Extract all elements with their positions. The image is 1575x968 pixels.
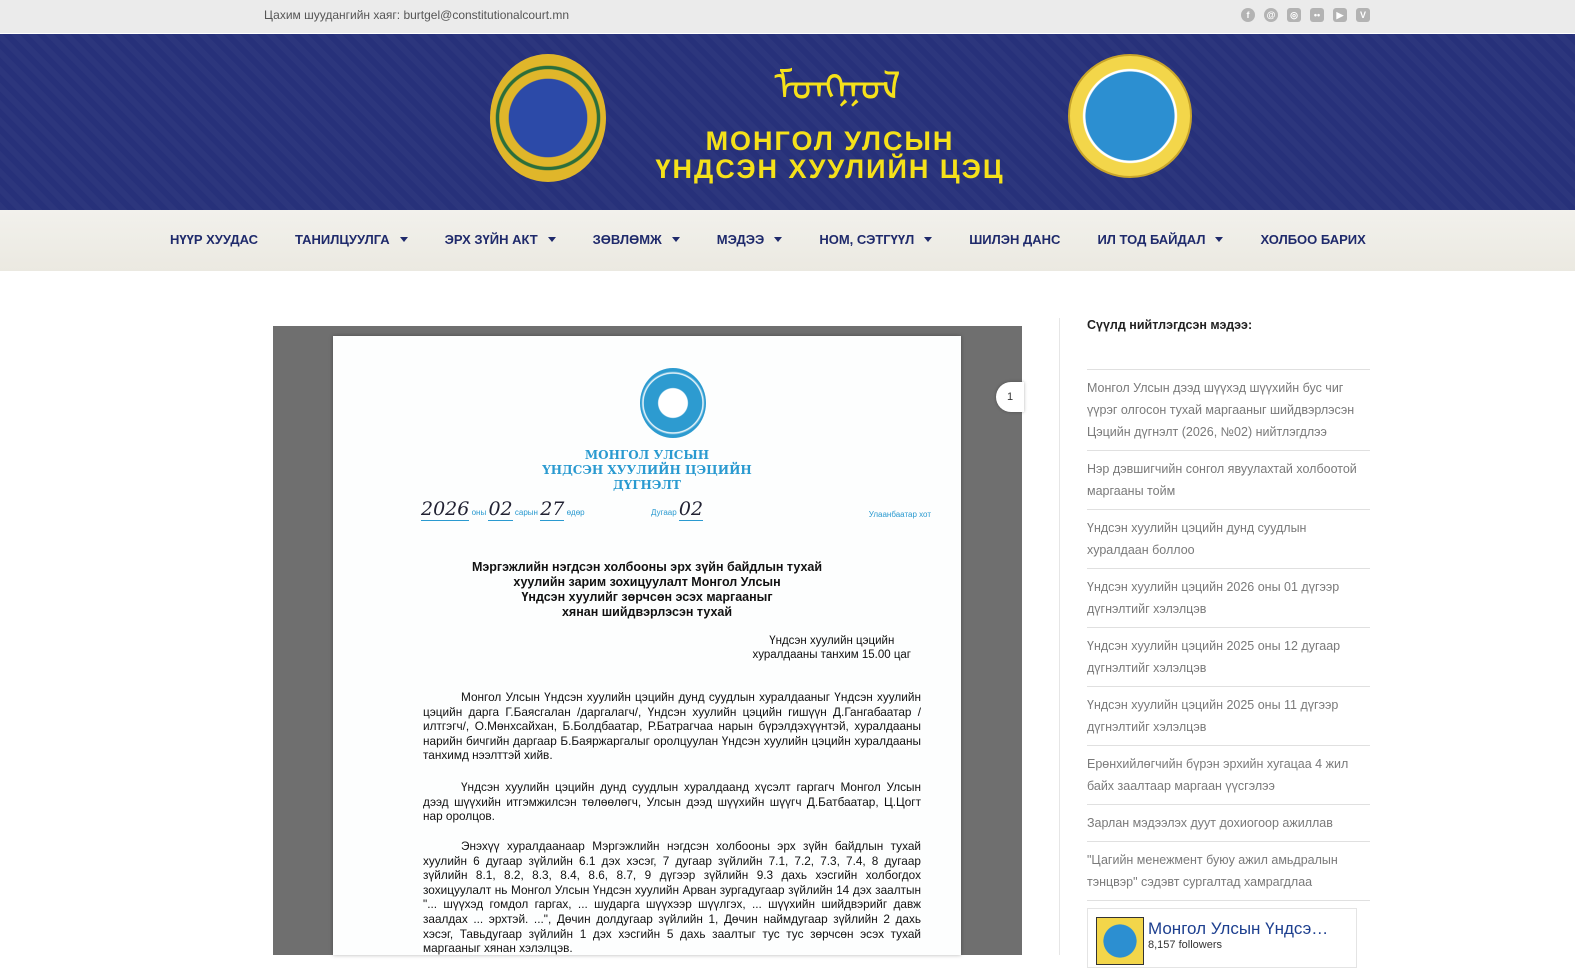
caret-down-icon: [548, 237, 556, 242]
news-link[interactable]: "Цагийн менежмент буюу ажил амьдралын тэнцвэр" сэдэвт сургалтад хамрагдлаа: [1087, 841, 1370, 900]
document-heading: МОНГОЛ УЛСЫН ҮНДСЭН ХУУЛИЙН ЦЭЦИЙН ДҮГНЭЛТ: [542, 448, 752, 492]
social-links: [1241, 8, 1370, 22]
facebook-followers: 8,157 followers: [1148, 939, 1222, 951]
pdf-page: [333, 336, 961, 955]
nav-publications[interactable]: НОМ, СЭТГҮҮЛ: [819, 232, 932, 247]
document-title: Мэргэжлийн нэгдсэн холбооны эрх зүйн байдлын тухай хуулийн зарим зохицуулалт Монгол Улсын Үндсэн хуулийг зөрчсөн эсэх маргааныг хянан шийдвэрлэсэн тухай: [471, 560, 823, 619]
contact-email: Цахим шуудангийн хаяг: burtgel@constitutionalcourt.mn: [264, 8, 570, 22]
document-emblem: [640, 368, 706, 438]
document-paragraph: Энэхүү хуралдаанаар Мэргэжлийн нэгдсэн холбооны эрх зүйн байдлын тухай хуулийн 6 дугаар зүйлийн 6.1 дэх хэсэг, 7 дугаар зүйлийн 7.1, 7.2, 7.3, 7.4, 8 дугаар зүйлийн 8.1, 8.2, 8.3, 8.4, 8.6, 8.7, 9 дүгээр зүйлийн 9.3 дахь хэсгийн холбогдох зохицуулалт нь Монгол Улсын Үндсэн хуулийн Арван зургадугаар зүйлийн 14 дэх заалтын "... шүүхэд гомдол гаргах, ... шударга шүүхээр шүүлгэх, ... шүүхийн шийдвэрийг давж заалдах ... эрхтэй. ...", Дөчин долдугаар зүйлийн 1, Дөчин наймдугаар зүйлийн 2 дахь хэсэг, Тавьдугаар зүйлийн 1 дэх хэсгийн 5 дахь заалтыг тус тус зөрчсөн эсэх тухай маргааныг хянан хэлэлцэв.: [423, 839, 921, 955]
youtube-icon[interactable]: ▶: [1333, 8, 1347, 22]
facebook-page-avatar: [1096, 917, 1144, 965]
nav-home[interactable]: НҮҮР ХУУДАС: [170, 232, 259, 247]
sidebar-divider: [1059, 318, 1060, 955]
caret-down-icon: [924, 237, 932, 242]
page-number-indicator: 1: [996, 382, 1024, 412]
instagram-icon[interactable]: ◎: [1287, 8, 1301, 22]
news-link[interactable]: Нэр дэвшигчийн сонгол явуулахтай холбоотой маргааны тойм: [1087, 450, 1370, 509]
nav-recommendations[interactable]: ЗӨВЛӨМЖ: [593, 232, 680, 247]
site-title-line2: ҮНДСЭН ХУУЛИЙН ЦЭЦ: [655, 154, 1005, 184]
list-end-divider: [1087, 900, 1370, 901]
flickr-icon[interactable]: ••: [1310, 8, 1324, 22]
news-link[interactable]: Үндсэн хуулийн цэцийн 2025 оны 12 дугаар дүгнэлтийг хэлэлцэв: [1087, 627, 1370, 686]
site-title-line1: МОНГОЛ УЛСЫН: [705, 126, 955, 156]
recent-news-sidebar: [1087, 318, 1370, 901]
site-header: [0, 34, 1575, 210]
vimeo-icon[interactable]: V: [1356, 8, 1370, 22]
facebook-icon[interactable]: f: [1241, 8, 1255, 22]
court-emblem-logo[interactable]: [1068, 54, 1192, 178]
news-link[interactable]: Үндсэн хуулийн цэцийн 2025 оны 11 дүгээр дүгнэлтийг хэлэлцэв: [1087, 686, 1370, 745]
news-link[interactable]: Зарлан мэдээлэх дуут дохиогоор ажиллав: [1087, 804, 1370, 841]
nav-about[interactable]: ТАНИЛЦУУЛГА: [295, 232, 408, 247]
nav-legal-acts[interactable]: ЭРХ ЗҮЙН АКТ: [445, 232, 556, 247]
pdf-viewer[interactable]: [273, 326, 1022, 955]
nav-news[interactable]: МЭДЭЭ: [717, 232, 783, 247]
caret-down-icon: [1215, 237, 1223, 242]
news-link[interactable]: Ерөнхийлөгчийн бүрэн эрхийн хугацаа 4 жил байх заалтаар маргаан үүсгэлээ: [1087, 745, 1370, 804]
nav-glass-account[interactable]: ШИЛЭН ДАНС: [969, 232, 1061, 247]
nav-transparency[interactable]: ИЛ ТОД БАЙДАЛ: [1097, 232, 1223, 247]
sidebar-title: Сүүлд нийтлэгдсэн мэдээ:: [1087, 318, 1253, 332]
facebook-page-widget[interactable]: [1087, 908, 1357, 968]
top-bar: [0, 0, 1575, 33]
news-link[interactable]: Монгол Улсын дээд шүүхэд шүүхийн бус чиг үүрэг олгосон тухай маргааныг шийдвэрлэсэн Цэцийн дүгнэлт (2026, №02) нийтлэгдлээ: [1087, 369, 1370, 450]
caret-down-icon: [672, 237, 680, 242]
main-nav: [0, 210, 1575, 271]
caret-down-icon: [774, 237, 782, 242]
mongolian-script-title: ᠮᠣᠩᠭᠣᠯ: [774, 64, 901, 110]
document-date-line: 2026 оны 02 сарын 27 өдөр Дугаар 02 Улаанбаатар хот: [421, 498, 931, 520]
nav-contact[interactable]: ХОЛБОО БАРИХ: [1260, 232, 1366, 247]
news-link[interactable]: Үндсэн хуулийн цэцийн дунд суудлын хуралдаан боллоо: [1087, 509, 1370, 568]
threads-icon[interactable]: @: [1264, 8, 1278, 22]
caret-down-icon: [400, 237, 408, 242]
news-link[interactable]: Үндсэн хуулийн цэцийн 2026 оны 01 дүгээр дүгнэлтийг хэлэлцэв: [1087, 568, 1370, 627]
document-place: Үндсэн хуулийн цэцийн хуралдааны танхим 15.00 цаг: [752, 635, 911, 661]
document-paragraph: Монгол Улсын Үндсэн хуулийн цэцийн дунд суудлын хуралдааныг Үндсэн хуулийн цэцийн дарга Г.Баясгалан /даргалагч/, Үндсэн хуулийн цэцийн гишүүн Д.Гангабаатар /илтгэгч/, О.Мөнхсайхан, Б.Болдбаатар, Р.Батрагчаа нарын бүрэлдэхүүнтэй, хуралдааны нарийн бичгийн даргаар Б.Баяржаргалыг оролцуулан Үндсэн хуулийн цэцийн хуралдааны танхимд нээлттэй хийв.: [423, 690, 921, 763]
facebook-page-name[interactable]: Монгол Улсын Үндсэ…: [1148, 919, 1329, 938]
document-paragraph: Үндсэн хуулийн цэцийн дунд суудлын хуралдаанд хүсэлт гаргагч Монгол Улсын дээд шүүхийн итгэмжилсэн төлөөлөгч, Улсын дээд шүүхийн шүүгч Д.Батбаатар, Ц.Цогт нар оролцов.: [423, 780, 921, 824]
